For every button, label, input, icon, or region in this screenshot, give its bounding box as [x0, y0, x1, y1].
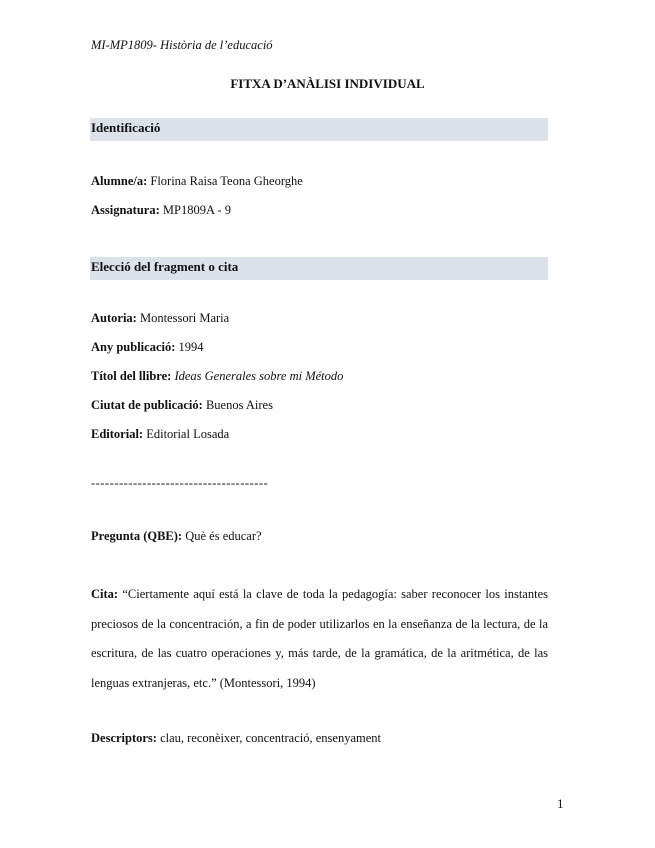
- quote-label: Cita:: [91, 587, 119, 601]
- field-descriptors-value: clau, reconèixer, concentració, ensenyament: [160, 731, 381, 745]
- field-author-value: Montessori Maria: [139, 311, 230, 325]
- field-student-value: Florina Raisa Teona Gheorghe: [150, 174, 303, 188]
- field-subject-value: MP1809A - 9: [162, 203, 231, 217]
- field-subject: [91, 203, 231, 218]
- field-year-value: 1994: [178, 340, 204, 354]
- dashed-separator: --------------------------------------: [91, 476, 269, 490]
- field-descriptors: [91, 731, 381, 746]
- field-publisher-value: Editorial Losada: [146, 427, 230, 441]
- field-descriptors-label: Descriptors:: [91, 731, 157, 745]
- field-year-label: Any publicació:: [91, 340, 176, 354]
- field-student: [91, 174, 303, 189]
- quote-text: “Ciertamente aquí está la clave de toda la pedagogía: saber reconocer los instantes preciosos de la concentración, a fin de poder utilizarlos en la enseñanza de la lectura, de la escritura, de las cuatro operaciones y, más tarde, de la gramática, de la aritmética, de las lenguas extranjeras, etc.” (Montessori, 1994): [91, 587, 548, 690]
- field-city-label: Ciutat de publicació:: [91, 398, 203, 412]
- document-title: FITXA D’ANÀLISI INDIVIDUAL: [230, 76, 425, 91]
- field-book-title-label: Títol del llibre:: [91, 369, 172, 383]
- running-header: MI-MP1809- Història de l’educació: [91, 38, 273, 52]
- field-book-title-value: Ideas Generales sobre mi Método: [174, 369, 344, 383]
- field-publisher: [91, 427, 229, 442]
- field-publisher-label: Editorial:: [91, 427, 144, 441]
- field-author-label: Autoria:: [91, 311, 137, 325]
- field-question-label: Pregunta (QBE):: [91, 529, 183, 543]
- page-number: 1: [557, 796, 564, 811]
- field-book-title: [91, 369, 343, 384]
- field-city: [91, 398, 273, 413]
- field-question-value: Què és educar?: [185, 529, 262, 543]
- field-question: [91, 529, 262, 544]
- field-student-label: Alumne/a:: [91, 174, 148, 188]
- field-subject-label: Assignatura:: [91, 203, 160, 217]
- field-year: [91, 340, 204, 355]
- field-author: [91, 311, 229, 326]
- section-heading-identification: Identificació: [90, 118, 548, 141]
- quote-block: [91, 580, 548, 698]
- field-city-value: Buenos Aires: [205, 398, 273, 412]
- section-heading-fragment: Elecció del fragment o cita: [90, 257, 548, 280]
